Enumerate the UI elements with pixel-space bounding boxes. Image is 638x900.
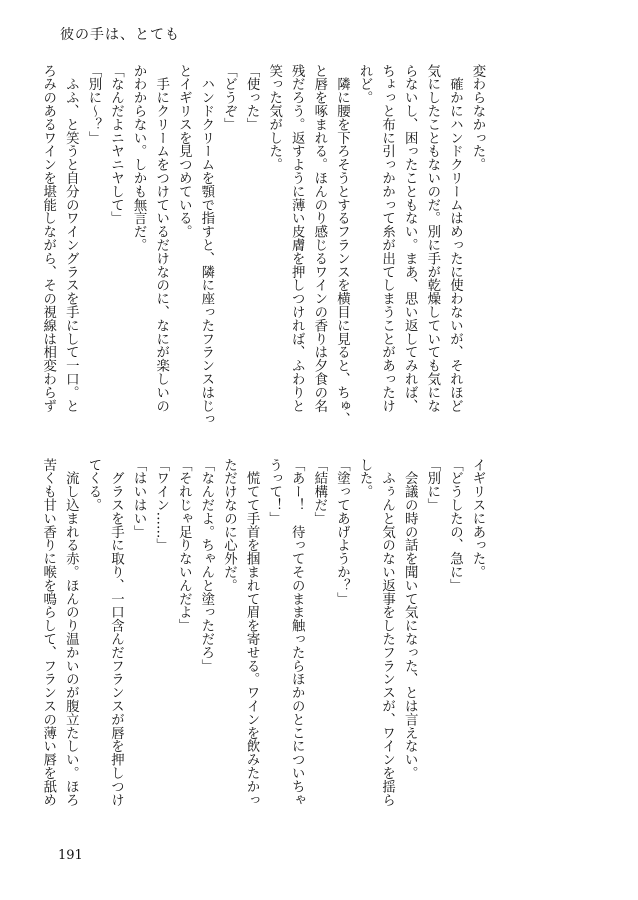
text-line: 「別に」: [424, 458, 440, 512]
text-line: 流し込まれる赤。ほんのり温かいのが腹立たしい。ほろ: [63, 458, 79, 807]
text-line: ただけなのに心外だ。: [221, 458, 237, 592]
text-line: 「ワイン……」: [153, 458, 169, 552]
text-line: 「なんだよ。ちゃんと塗っただろ」: [198, 458, 214, 673]
text-line: 会議の時の話を聞いて気になった、とは言えない。: [402, 458, 418, 780]
text-line: ハンドクリームを顎で指すと、隣に座ったフランスはじっ: [198, 64, 214, 426]
text-line: 「結構だ」: [311, 458, 327, 525]
text-line: 「なんだよニヤニヤして」: [108, 64, 124, 225]
text-line: 手にクリームをつけているだけなのに、なにが楽しいの: [153, 64, 169, 413]
text-line: した。: [357, 458, 373, 499]
text-line: 「使った」: [244, 64, 260, 131]
text-line: 確かにハンドクリームはめったに使わないが、それほど: [447, 64, 463, 413]
text-line: 「あー！ 待ってそのまま触ったらほかのとこについちゃ: [289, 458, 305, 807]
text-line: グラスを手に取り、一口含んだフランスが唇を押しつけ: [108, 458, 124, 807]
text-line: 慌てて手首を掴まれて眉を寄せる。ワインを飲みたかっ: [244, 458, 260, 807]
text-line: らないし、困ったこともない。まあ、思い返してみれば、: [402, 64, 418, 413]
text-line: 「はいはい」: [131, 458, 147, 539]
upper-text-block: [36, 64, 488, 444]
text-line: ふぅんと気のない返事をしたフランスが、ワインを揺ら: [379, 458, 395, 807]
text-line: 気にしたこともないのだ。別に手が乾燥していても気にな: [424, 64, 440, 413]
text-line: 隣に腰を下ろそうとするフランスを横目に見ると、ちゅ、: [334, 64, 350, 426]
running-head: 彼の手は、とても: [60, 27, 180, 43]
text-line: 変わらなかった。: [470, 64, 485, 172]
text-line: うって！」: [266, 458, 282, 525]
page-number: 191: [58, 848, 83, 863]
text-line: てくる。: [85, 458, 101, 512]
text-line: 「それじゃ足りないんだよ」: [176, 458, 192, 633]
text-line: ちょっと布に引っかかって糸が出てしまうことがあったけ: [379, 64, 395, 413]
text-line: 苦くも甘い香りに喉を鳴らして、フランスの薄い唇を舐め: [40, 458, 56, 807]
text-line: かわからない。しかも無言だ。: [131, 64, 147, 252]
text-line: イギリスにあった。: [470, 458, 485, 579]
text-line: と唇を啄まれる。ほんのり感じるワインの香りは夕食の名: [311, 64, 327, 413]
text-line: 笑った気がした。: [266, 64, 282, 172]
text-line: 残だろう。返すように薄い皮膚を押しつければ、ふわりと: [289, 64, 305, 413]
text-line: 「別に～？」: [85, 64, 101, 145]
text-line: れど。: [357, 64, 373, 105]
text-line: ふふ、と笑うと自分のワイングラスを手にして一口。と: [63, 64, 79, 413]
text-line: 「塗ってあげようか？」: [334, 458, 350, 606]
text-line: とイギリスを見つめている。: [176, 64, 192, 239]
text-line: 「どうしたの、急に」: [447, 458, 463, 592]
text-line: 「どうぞ」: [221, 64, 237, 131]
text-line: ろみのあるワインを堪能しながら、その視線は相変わらず: [40, 64, 56, 413]
lower-text-block: [36, 458, 488, 838]
